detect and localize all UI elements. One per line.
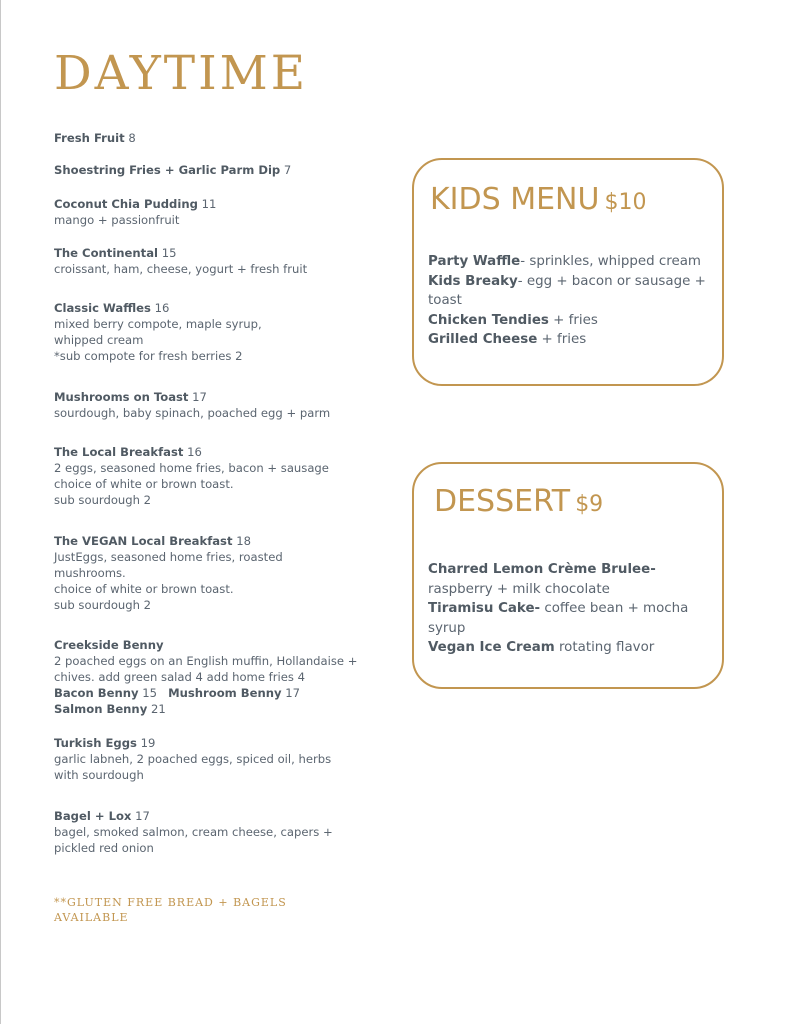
dessert-item-desc: coffee bean + mocha [540,601,689,616]
kids-menu-heading [430,182,647,217]
item-description: sub sourdough 2 [54,493,152,507]
item-price: 19 [140,736,156,750]
item-price: 11 [201,197,217,211]
dessert-item-desc: rotating flavor [554,640,655,655]
page-title: DAYTIME [54,46,309,101]
dessert-item [428,638,710,658]
item-description: 2 eggs, seasoned home fries, bacon + sausage [54,461,329,475]
item-name: Bagel + Lox [54,809,132,823]
kids-item-desc: - sprinkles, whipped cream [520,254,701,269]
item-description: croissant, ham, cheese, yogurt + fresh fruit [54,262,308,276]
item-price: 17 [192,390,207,404]
menu-item-continental [54,245,394,277]
menu-item-classic-waffles [54,300,394,364]
item-name: Classic Waffles [54,301,151,315]
page-edge [0,0,1,1024]
item-name: Fresh Fruit [54,131,125,145]
dessert-item [428,560,710,580]
dessert-item [428,599,710,619]
item-description: mixed berry compote, maple syrup, [54,317,262,331]
item-description: sourdough, baby spinach, poached egg + parm [54,406,331,420]
item-name: Mushrooms on Toast [54,390,189,404]
item-price: 16 [187,445,202,459]
kids-item-desc: + fries [548,312,598,328]
kids-item [428,330,710,350]
item-description: pickled red onion [54,841,154,855]
dessert-item-name: Charred Lemon Crème Brulee- [428,562,656,577]
kids-item-name: Kids Breaky [428,273,518,289]
dessert-item-continued: raspberry + milk chocolate [428,581,610,597]
item-name: The VEGAN Local Breakfast [54,534,233,548]
kids-item-name: Party Waffle [428,254,521,269]
menu-item-vegan-local-breakfast [54,533,394,613]
item-description: whipped cream [54,333,144,347]
variant-name: Bacon Benny [54,686,139,700]
menu-item-local-breakfast [54,444,394,508]
dessert-heading [434,484,603,519]
item-price: 18 [236,534,251,548]
kids-menu-box [412,158,724,386]
item-description: JustEggs, seasoned home fries, roasted [54,550,283,564]
kids-item-name: Grilled Cheese [428,332,538,347]
item-description: mango + passionfruit [54,213,180,227]
menu-item-creekside-benny [54,637,394,717]
item-description: sub sourdough 2 [54,598,152,612]
item-description: chives. add green salad 4 add home fries 4 [54,670,305,684]
menu-item-shoestring-fries [54,162,394,178]
variant-name: Salmon Benny [54,702,148,716]
box-title: KIDS MENU [430,182,600,217]
item-description: mushrooms. [54,566,126,580]
kids-item [428,252,710,272]
menu-item-mushrooms-on-toast [54,389,394,421]
kids-item-name: Chicken Tendies [428,312,549,328]
gluten-free-note: **GLUTEN FREE BREAD + BAGELS AVAILABLE [54,896,287,924]
dessert-item-name: Vegan Ice Cream [428,640,555,655]
benny-variants-row [54,701,394,717]
item-description: bagel, smoked salmon, cream cheese, capers + [54,825,333,839]
kids-item [428,311,710,331]
dessert-item-continued: syrup [428,620,466,636]
variant-price: 17 [285,686,301,700]
item-price: 7 [283,163,292,177]
item-price: 15 [161,246,177,260]
variant-price: 15 [142,686,158,700]
item-name: Coconut Chia Pudding [54,197,198,211]
kids-menu-items [428,252,710,350]
menu-item-bagel-lox [54,808,394,856]
item-description: garlic labneh, 2 poached eggs, spiced oil, herbs [54,752,332,766]
item-name: The Continental [54,246,159,260]
item-price: 8 [128,131,136,145]
kids-item-continued: toast [428,293,462,308]
item-description: choice of white or brown toast. [54,477,234,491]
item-name: Turkish Eggs [54,736,137,750]
box-title: DESSERT [434,484,571,519]
box-price: $9 [575,492,604,517]
dessert-items [428,560,710,658]
item-price: 16 [154,301,170,315]
item-name: The Local Breakfast [54,445,184,459]
dessert-menu-box [412,462,724,689]
item-description: *sub compote for fresh berries 2 [54,349,243,363]
variant-price: 21 [150,702,166,716]
kids-item-desc: - egg + bacon or sausage + [517,273,706,289]
box-price: $10 [604,190,647,215]
item-description: 2 poached eggs on an English muffin, Hollandaise + [54,654,358,668]
menu-item-fresh-fruit [54,130,394,146]
item-name: Shoestring Fries + Garlic Parm Dip [54,163,281,177]
kids-item-desc: + fries [537,332,587,347]
item-name: Creekside Benny [54,638,164,652]
item-price: 17 [135,809,150,823]
menu-item-chia-pudding [54,196,394,228]
item-description: choice of white or brown toast. [54,582,234,596]
benny-variants-row [54,685,394,701]
dessert-item-name: Tiramisu Cake- [428,601,541,616]
kids-item [428,272,710,292]
item-description: with sourdough [54,768,144,782]
menu-item-turkish-eggs [54,735,394,783]
variant-name: Mushroom Benny [168,686,282,700]
